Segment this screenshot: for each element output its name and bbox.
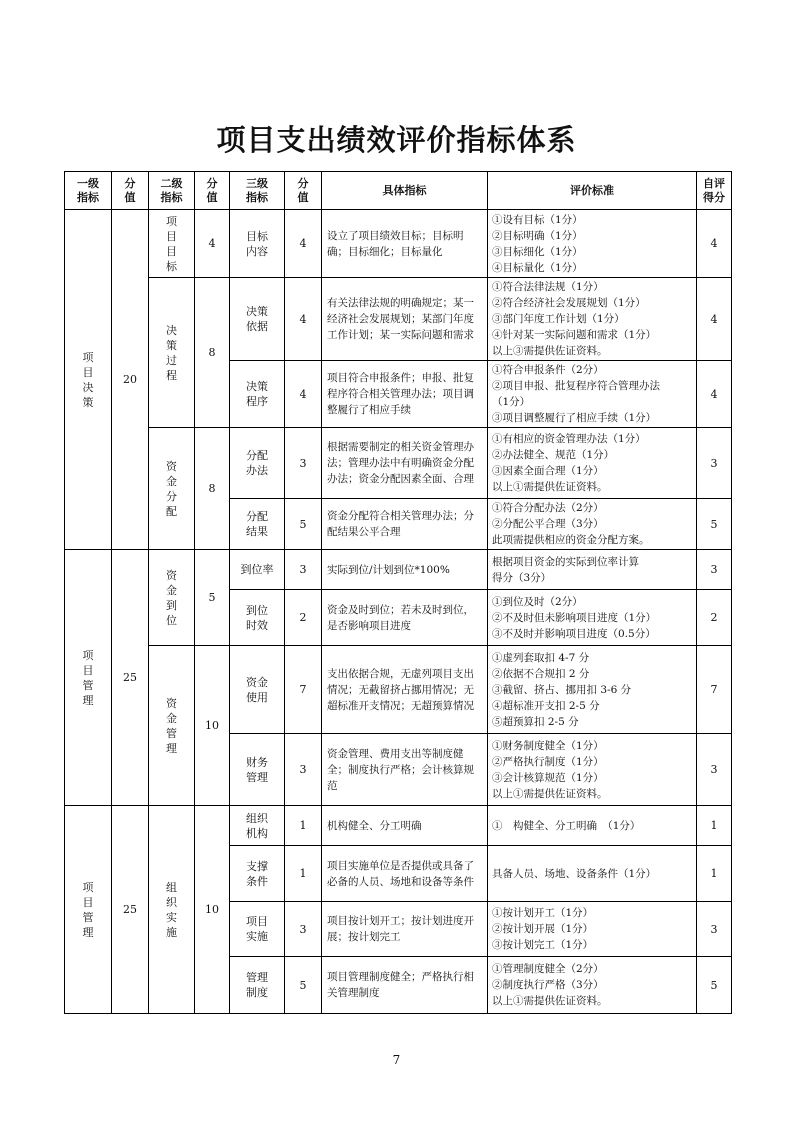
group-score: 4 [195,210,230,278]
self-score: 2 [697,590,732,646]
criteria-line: ③目标细化（1分） [492,245,583,258]
criteria-line: ②分配公平合理（3分） [492,518,604,530]
header-score2: 分 值 [195,172,230,210]
criteria-line: ①按计划开工（1分） [492,907,594,919]
criteria-line: ②目标明确（1分） [492,229,583,242]
indicator-score: 3 [285,550,322,590]
criteria-line: ③会计核算规范（1分） [492,771,604,784]
indicator-score: 5 [285,957,322,1014]
indicator-name: 到位 时效 [230,590,285,646]
criteria-cell [488,846,697,902]
criteria-line: ③部门年度工作计划（1分） [492,313,625,325]
criteria-line: ①设有目标（1分） [492,213,583,226]
self-score: 3 [697,902,732,957]
criteria-line: ②项目申报、批复程序符合管理办法 [492,380,660,392]
indicator-score: 5 [285,499,322,550]
group-name: 资金到位 [149,550,195,646]
criteria-line: 以上③需提供佐证资料。 [492,345,608,357]
header-spec: 具体指标 [322,172,488,210]
page-number: 7 [392,1053,401,1067]
indicator-name: 资金 使用 [230,646,285,734]
criteria-line: ①符合申报条件（2分） [492,364,604,376]
indicator-name: 管理 制度 [230,957,285,1014]
group-score: 10 [195,646,230,806]
group-score: 8 [195,428,230,550]
self-score: 5 [697,499,732,550]
criteria-line: （1分） [492,396,531,408]
indicator-name: 到位率 [230,550,285,590]
section-score: 25 [112,806,149,1014]
indicator-name: 决策 程序 [230,361,285,428]
criteria-line: ③按计划完工（1分） [492,939,594,951]
table-row [65,428,732,499]
indicator-spec: 项目按计划开工；按计划进度开展；按计划完工 [322,902,488,957]
indicator-table [64,171,732,1014]
indicator-score: 3 [285,902,322,957]
indicator-score: 1 [285,846,322,902]
indicator-spec: 资金分配符合相关管理办法；分配结果公平合理 [322,499,488,550]
criteria-line: ③不及时并影响项目进度（0.5分） [492,627,656,640]
indicator-spec: 项目实施单位是否提供或具备了必备的人员、场地和设备等条件 [322,846,488,902]
criteria-cell [488,278,697,361]
header-criteria: 评价标准 [488,172,697,210]
self-score: 3 [697,550,732,590]
criteria-line: ①符合法律法规（1分） [492,281,604,293]
group-name: 资金分配 [149,428,195,550]
self-score: 3 [697,734,732,806]
criteria-line: ②办法健全、规范（1分） [492,449,615,461]
header-score1: 分 值 [112,172,149,210]
indicator-spec: 有关法律法规的明确规定；某一经济社会发展规划；某部门年度工作计划；某一实际问题和需求 [322,278,488,361]
section-score: 25 [112,550,149,806]
criteria-cell [488,957,697,1014]
header-self-score: 自评 得分 [697,172,732,210]
criteria-cell [488,646,697,734]
criteria-line: 以上①需提供佐证资料。 [492,481,608,493]
indicator-score: 7 [285,646,322,734]
indicator-score: 4 [285,361,322,428]
table-row [65,210,732,278]
criteria-cell [488,550,697,590]
table-row [65,550,732,590]
criteria-line: ①有相应的资金管理办法（1分） [492,433,646,445]
criteria-line: 以上①需提供佐证资料。 [492,995,608,1007]
indicator-spec: 资金及时到位；若未及时到位，是否影响项目进度 [322,590,488,646]
criteria-line: 此项需提供相应的资金分配方案。 [492,534,650,546]
criteria-line: 得分（3分） [492,571,552,584]
self-score: 5 [697,957,732,1014]
criteria-line: ① 构健全、分工明确 （1分） [492,819,641,832]
group-name: 决策过程 [149,278,195,428]
self-score: 4 [697,361,732,428]
criteria-cell [488,361,697,428]
indicator-spec: 项目符合申报条件；申报、批复程序符合相关管理办法；项目调整履行了相应手续 [322,361,488,428]
header-score3: 分 值 [285,172,322,210]
indicator-name: 支撑 条件 [230,846,285,902]
table-header-row [65,172,732,210]
criteria-cell [488,210,697,278]
criteria-line: ②依据不合规扣 2 分 [492,667,590,680]
indicator-score: 4 [285,210,322,278]
self-score: 1 [697,846,732,902]
indicator-spec: 资金管理、费用支出等制度健全；制度执行严格；会计核算规范 [322,734,488,806]
indicator-spec: 实际到位/计划到位*100% [322,550,488,590]
section-name: 项目管理 [65,550,112,806]
criteria-line: ①财务制度健全（1分） [492,739,604,752]
table-row [65,646,732,734]
self-score: 7 [697,646,732,734]
page-title: 项目支出绩效评价指标体系 [216,123,577,157]
indicator-name: 分配 结果 [230,499,285,550]
criteria-cell [488,590,697,646]
criteria-line: 以上①需提供佐证资料。 [492,787,608,800]
group-name: 资金管理 [149,646,195,806]
indicator-name: 项目 实施 [230,902,285,957]
criteria-cell [488,902,697,957]
table-row [65,278,732,361]
header-level3: 三级 指标 [230,172,285,210]
group-name: 组织实施 [149,806,195,1014]
header-level1: 一级 指标 [65,172,112,210]
indicator-name: 财务 管理 [230,734,285,806]
criteria-line: ③截留、挤占、挪用扣 3-6 分 [492,683,632,696]
header-level2: 二级 指标 [149,172,195,210]
criteria-cell [488,734,697,806]
indicator-name: 目标 内容 [230,210,285,278]
self-score: 3 [697,428,732,499]
group-score: 10 [195,806,230,1014]
group-score: 8 [195,278,230,428]
section-name: 项目决策 [65,210,112,550]
group-score: 5 [195,550,230,646]
criteria-line: 具备人员、场地、设备条件（1分） [492,867,657,880]
criteria-line: ④超标准开支扣 2-5 分 [492,699,600,712]
criteria-cell [488,428,697,499]
criteria-line: ②按计划开展（1分） [492,923,594,935]
indicator-score: 2 [285,590,322,646]
section-score: 20 [112,210,149,550]
criteria-line: ①到位及时（2分） [492,595,583,608]
table-row [65,806,732,846]
indicator-spec: 项目管理制度健全；严格执行相关管理制度 [322,957,488,1014]
section-name: 项目管理 [65,806,112,1014]
self-score: 4 [697,278,732,361]
indicator-name: 决策 依据 [230,278,285,361]
indicator-score: 3 [285,428,322,499]
indicator-score: 4 [285,278,322,361]
criteria-line: ②严格执行制度（1分） [492,755,604,768]
criteria-line: ③因素全面合理（1分） [492,465,604,477]
self-score: 1 [697,806,732,846]
group-name: 项目目标 [149,210,195,278]
indicator-spec: 设立了项目绩效目标；目标明确；目标细化；目标量化 [322,210,488,278]
indicator-spec: 支出依据合规，无虚列项目支出情况；无截留挤占挪用情况；无超标准开支情况；无超预算情况 [322,646,488,734]
self-score: 4 [697,210,732,278]
criteria-line: ②制度执行严格（3分） [492,979,604,991]
criteria-line: ④针对某一实际问题和需求（1分） [492,329,657,341]
criteria-line: ②符合经济社会发展规划（1分） [492,297,646,309]
criteria-line: ①管理制度健全（2分） [492,963,604,975]
indicator-score: 3 [285,734,322,806]
indicator-score: 1 [285,806,322,846]
criteria-line: ③项目调整履行了相应手续（1分） [492,412,657,424]
criteria-line: 根据项目资金的实际到位率计算 [492,555,639,568]
criteria-line: ⑤超预算扣 2-5 分 [492,715,579,728]
indicator-name: 分配 办法 [230,428,285,499]
criteria-cell [488,806,697,846]
criteria-cell [488,499,697,550]
criteria-line: ④目标量化（1分） [492,261,583,274]
indicator-name: 组织 机构 [230,806,285,846]
criteria-line: ①虚列套取扣 4-7 分 [492,651,590,664]
indicator-spec: 机构健全、分工明确 [322,806,488,846]
criteria-line: ①符合分配办法（2分） [492,502,604,514]
indicator-spec: 根据需要制定的相关资金管理办法；管理办法中有明确资金分配办法；资金分配因素全面、合理 [322,428,488,499]
criteria-line: ②不及时但未影响项目进度（1分） [492,611,657,624]
